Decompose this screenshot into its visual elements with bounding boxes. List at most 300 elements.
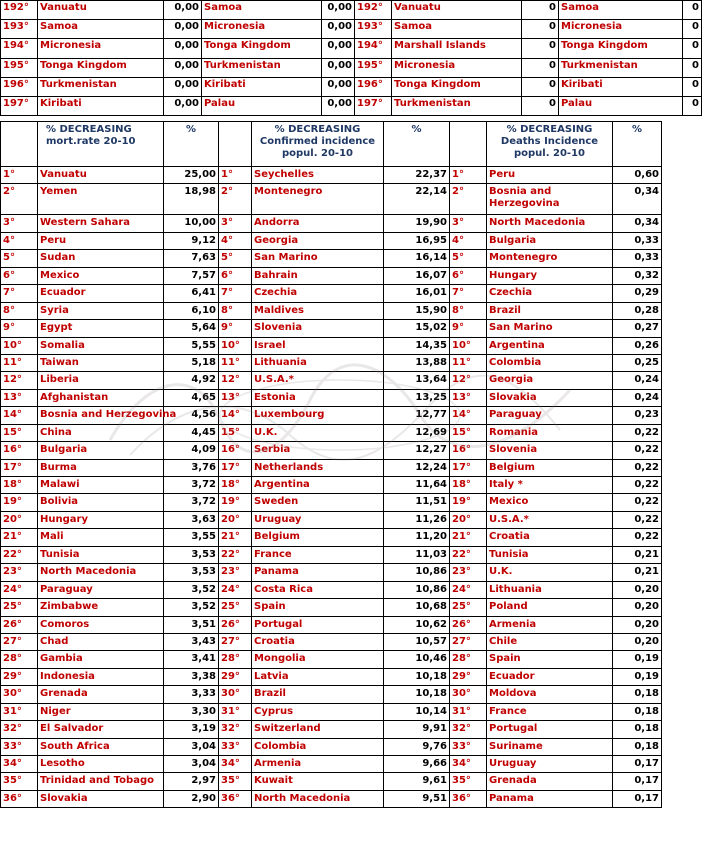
rank-cell: 35° [450,773,487,790]
country-cell: Sudan [38,250,164,267]
value-cell: 3,72 [164,494,219,511]
value-cell: 3,41 [164,651,219,668]
country-cell: Kiribati [202,77,322,96]
country-cell: Palau [202,96,322,115]
value-cell: 0 [683,96,702,115]
country-cell: Grenada [487,773,613,790]
rank-cell: 26° [450,616,487,633]
value-cell: 0,24 [613,389,662,406]
main-table-body [1,122,662,808]
table-row [1,773,662,790]
value-cell: 11,20 [384,529,450,546]
value-cell: 9,91 [384,721,450,738]
rank-cell: 15° [1,424,38,441]
top-table-body [1,1,702,116]
rank-cell: 194° [355,39,392,58]
table-row [1,790,662,807]
rank-cell: 36° [1,790,38,807]
country-cell: Grenada [38,686,164,703]
value-cell: 10,18 [384,668,450,685]
value-cell: 0,22 [613,459,662,476]
country-cell: Bulgaria [38,442,164,459]
country-cell: Samoa [559,1,683,20]
country-cell: Kiribati [38,96,164,115]
country-cell: Somalia [38,337,164,354]
country-cell: Panama [252,564,384,581]
country-cell: Lesotho [38,756,164,773]
rank-cell: 15° [450,424,487,441]
country-cell: Slovenia [252,320,384,337]
value-cell: 0,24 [613,372,662,389]
country-cell: Armenia [487,616,613,633]
country-cell: Tunisia [38,546,164,563]
table-row [1,232,662,249]
country-cell: Yemen [38,184,164,215]
country-cell: Liberia [38,372,164,389]
rank-cell: 17° [450,459,487,476]
value-cell: 0,18 [613,738,662,755]
rank-cell: 25° [450,599,487,616]
rank-cell: 19° [219,494,252,511]
rank-cell: 20° [219,511,252,528]
value-cell: 0 [522,77,559,96]
country-cell: Moldova [487,686,613,703]
value-cell: 16,07 [384,267,450,284]
table-row [1,250,662,267]
value-cell: 0,22 [613,477,662,494]
value-cell: 0 [683,1,702,20]
rank-cell: 29° [219,668,252,685]
value-cell: 3,43 [164,633,219,650]
rank-cell: 36° [450,790,487,807]
country-cell: Czechia [252,285,384,302]
table-row [1,494,662,511]
country-cell: Indonesia [38,668,164,685]
table-row [1,529,662,546]
table-row [1,703,662,720]
rank-cell: 29° [1,668,38,685]
rank-cell: 26° [1,616,38,633]
country-cell: Chad [38,633,164,650]
rank-cell: 20° [1,511,38,528]
table-row [1,459,662,476]
value-cell: 0,32 [613,267,662,284]
country-cell: Trinidad and Tobago [38,773,164,790]
value-cell: 5,18 [164,354,219,371]
value-cell: 12,77 [384,407,450,424]
country-cell: Syria [38,302,164,319]
rank-cell: 5° [450,250,487,267]
rank-cell: 31° [1,703,38,720]
country-cell: Gambia [38,651,164,668]
country-cell: Colombia [252,738,384,755]
table-row [1,721,662,738]
value-cell: 7,57 [164,267,219,284]
rank-cell: 12° [450,372,487,389]
value-cell: 0,22 [613,442,662,459]
table-row [1,616,662,633]
value-cell: 4,92 [164,372,219,389]
table-row [1,20,702,39]
rank-cell: 32° [219,721,252,738]
header-blank [450,122,487,167]
value-cell: 0,19 [613,651,662,668]
rank-cell: 20° [450,511,487,528]
country-cell: U.S.A.* [252,372,384,389]
table-row [1,477,662,494]
rank-cell: 9° [219,320,252,337]
rank-cell: 25° [219,599,252,616]
value-cell: 0,00 [322,1,355,20]
value-cell: 14,35 [384,337,450,354]
rank-cell: 24° [450,581,487,598]
country-cell: Egypt [38,320,164,337]
value-cell: 11,26 [384,511,450,528]
rank-cell: 5° [219,250,252,267]
value-cell: 22,14 [384,184,450,215]
country-cell: Hungary [487,267,613,284]
header-row [1,122,662,167]
table-row [1,407,662,424]
country-cell: Samoa [392,20,522,39]
country-cell: U.K. [487,564,613,581]
table-row [1,39,702,58]
value-cell: 0,22 [613,529,662,546]
value-cell: 0,00 [164,77,202,96]
country-cell: Suriname [487,738,613,755]
rank-cell: 4° [1,232,38,249]
value-cell: 3,53 [164,564,219,581]
value-cell: 0,20 [613,581,662,598]
rank-cell: 13° [1,389,38,406]
country-cell: U.S.A.* [487,511,613,528]
value-cell: 0,00 [164,1,202,20]
rank-cell: 14° [219,407,252,424]
table-row [1,302,662,319]
country-cell: Niger [38,703,164,720]
rank-cell: 21° [1,529,38,546]
value-cell: 4,45 [164,424,219,441]
rank-cell: 8° [450,302,487,319]
rank-cell: 2° [219,184,252,215]
rank-cell: 27° [1,633,38,650]
rank-cell: 25° [1,599,38,616]
value-cell: 11,64 [384,477,450,494]
rank-cell: 1° [450,167,487,184]
value-cell: 10,68 [384,599,450,616]
value-cell: 11,51 [384,494,450,511]
rank-cell: 23° [450,564,487,581]
rank-cell: 192° [1,1,38,20]
value-cell: 0,21 [613,564,662,581]
value-cell: 4,56 [164,407,219,424]
country-cell: Kiribati [559,77,683,96]
value-cell: 0,33 [613,232,662,249]
country-cell: Ecuador [38,285,164,302]
value-cell: 3,72 [164,477,219,494]
rank-cell: 27° [219,633,252,650]
country-cell: Paraguay [487,407,613,424]
value-cell: 4,65 [164,389,219,406]
country-cell: Tunisia [487,546,613,563]
rank-cell: 1° [1,167,38,184]
rank-cell: 16° [1,442,38,459]
header-mortality-rate: % DECREASING mort.rate 20-10 [38,122,164,167]
value-cell: 0,22 [613,511,662,528]
rank-cell: 192° [355,1,392,20]
country-cell: Georgia [487,372,613,389]
value-cell: 5,64 [164,320,219,337]
value-cell: 0,20 [613,599,662,616]
value-cell: 10,62 [384,616,450,633]
country-cell: Armenia [252,756,384,773]
value-cell: 0,29 [613,285,662,302]
country-cell: San Marino [252,250,384,267]
country-cell: Afghanistan [38,389,164,406]
country-cell: Samoa [38,20,164,39]
header-blank [1,122,38,167]
country-cell: Bahrain [252,267,384,284]
table-row [1,215,662,232]
rank-cell: 34° [219,756,252,773]
rank-cell: 1° [219,167,252,184]
table-row [1,633,662,650]
header-percent-1: % [164,122,219,167]
rank-cell: 33° [219,738,252,755]
value-cell: 3,38 [164,668,219,685]
country-cell: Micronesia [202,20,322,39]
value-cell: 0,18 [613,703,662,720]
value-cell: 3,33 [164,686,219,703]
value-cell: 12,24 [384,459,450,476]
value-cell: 3,63 [164,511,219,528]
value-cell: 0,17 [613,773,662,790]
table-row [1,424,662,441]
rank-cell: 18° [450,477,487,494]
country-cell: Bosnia and Herzegovina [38,407,164,424]
value-cell: 0,00 [322,77,355,96]
value-cell: 0 [683,39,702,58]
country-cell: Bolivia [38,494,164,511]
country-cell: Bosnia and Herzegovina [487,184,613,215]
country-cell: Turkmenistan [38,77,164,96]
country-cell: Mexico [38,267,164,284]
country-cell: Tonga Kingdom [202,39,322,58]
value-cell: 7,63 [164,250,219,267]
value-cell: 11,03 [384,546,450,563]
country-cell: Seychelles [252,167,384,184]
country-cell: South Africa [38,738,164,755]
rank-cell: 8° [219,302,252,319]
rank-cell: 18° [219,477,252,494]
value-cell: 13,88 [384,354,450,371]
rank-cell: 12° [219,372,252,389]
country-cell: Maldives [252,302,384,319]
rank-cell: 24° [1,581,38,598]
country-cell: Tonga Kingdom [392,77,522,96]
value-cell: 3,53 [164,546,219,563]
country-cell: San Marino [487,320,613,337]
country-cell: Tonga Kingdom [559,39,683,58]
country-cell: Poland [487,599,613,616]
header-percent-3: % [613,122,662,167]
country-cell: Belgium [487,459,613,476]
country-cell: Micronesia [38,39,164,58]
country-cell: Marshall Islands [392,39,522,58]
country-cell: Switzerland [252,721,384,738]
value-cell: 0,00 [322,20,355,39]
country-cell: Mongolia [252,651,384,668]
rank-cell: 35° [1,773,38,790]
rank-cell: 26° [219,616,252,633]
value-cell: 3,51 [164,616,219,633]
value-cell: 19,90 [384,215,450,232]
rank-cell: 6° [219,267,252,284]
country-cell: Palau [559,96,683,115]
value-cell: 25,00 [164,167,219,184]
header-blank [219,122,252,167]
value-cell: 0,20 [613,616,662,633]
rank-cell: 9° [1,320,38,337]
value-cell: 0 [522,58,559,77]
value-cell: 3,52 [164,599,219,616]
value-cell: 0,00 [164,20,202,39]
table-row [1,1,702,20]
country-cell: Burma [38,459,164,476]
table-row [1,651,662,668]
rank-cell: 30° [450,686,487,703]
rank-cell: 196° [355,77,392,96]
value-cell: 10,18 [384,686,450,703]
value-cell: 0,21 [613,546,662,563]
table-row [1,738,662,755]
country-cell: Ecuador [487,668,613,685]
country-cell: North Macedonia [487,215,613,232]
country-cell: Slovakia [487,389,613,406]
rank-cell: 18° [1,477,38,494]
value-cell: 0 [522,1,559,20]
country-cell: France [252,546,384,563]
country-cell: Italy * [487,477,613,494]
country-cell: France [487,703,613,720]
rank-cell: 10° [450,337,487,354]
value-cell: 0,27 [613,320,662,337]
rank-cell: 19° [450,494,487,511]
country-cell: Croatia [252,633,384,650]
value-cell: 12,27 [384,442,450,459]
value-cell: 0,34 [613,184,662,215]
rank-cell: 2° [450,184,487,215]
value-cell: 10,00 [164,215,219,232]
rank-cell: 19° [1,494,38,511]
country-cell: Bulgaria [487,232,613,249]
value-cell: 3,30 [164,703,219,720]
rank-cell: 10° [219,337,252,354]
value-cell: 0,34 [613,215,662,232]
value-cell: 0,22 [613,494,662,511]
country-cell: Uruguay [252,511,384,528]
table-row [1,184,662,215]
rank-cell: 194° [1,39,38,58]
table-row [1,58,702,77]
header-deaths-incidence: % DECREASING Deaths Incidence popul. 20-10 [487,122,613,167]
value-cell: 6,10 [164,302,219,319]
value-cell: 0 [683,58,702,77]
country-cell: Portugal [487,721,613,738]
country-cell: Latvia [252,668,384,685]
value-cell: 0,19 [613,668,662,685]
table-row [1,96,702,115]
country-cell: Peru [487,167,613,184]
rank-cell: 11° [1,354,38,371]
country-cell: Turkmenistan [559,58,683,77]
rank-cell: 193° [1,20,38,39]
value-cell: 0,33 [613,250,662,267]
value-cell: 15,02 [384,320,450,337]
rank-cell: 31° [450,703,487,720]
country-cell: Comoros [38,616,164,633]
country-cell: Romania [487,424,613,441]
header-confirmed-incidence: % DECREASING Confirmed incidence popul. 20-10 [252,122,384,167]
country-cell: Montenegro [487,250,613,267]
country-cell: Estonia [252,389,384,406]
country-cell: Slovenia [487,442,613,459]
rank-cell: 34° [450,756,487,773]
table-row [1,337,662,354]
value-cell: 0,22 [613,424,662,441]
rank-cell: 17° [1,459,38,476]
table-row [1,581,662,598]
country-cell: Lithuania [252,354,384,371]
country-cell: Belgium [252,529,384,546]
value-cell: 16,14 [384,250,450,267]
table-row [1,285,662,302]
value-cell: 0,60 [613,167,662,184]
value-cell: 0 [522,39,559,58]
rank-cell: 22° [1,546,38,563]
value-cell: 0,00 [164,96,202,115]
value-cell: 16,01 [384,285,450,302]
rank-cell: 17° [219,459,252,476]
country-cell: Andorra [252,215,384,232]
rank-cell: 35° [219,773,252,790]
rank-cell: 23° [1,564,38,581]
rank-cell: 13° [219,389,252,406]
table-row [1,442,662,459]
table-row [1,167,662,184]
rank-cell: 11° [219,354,252,371]
country-cell: Serbia [252,442,384,459]
country-cell: Argentina [487,337,613,354]
country-cell: Netherlands [252,459,384,476]
value-cell: 12,69 [384,424,450,441]
value-cell: 0 [683,20,702,39]
rank-cell: 193° [355,20,392,39]
rank-cell: 9° [450,320,487,337]
value-cell: 0,00 [322,96,355,115]
decreasing-ranking-table [0,121,662,808]
country-cell: Colombia [487,354,613,371]
value-cell: 10,57 [384,633,450,650]
value-cell: 2,97 [164,773,219,790]
rank-cell: 5° [1,250,38,267]
value-cell: 9,61 [384,773,450,790]
rank-cell: 33° [450,738,487,755]
value-cell: 22,37 [384,167,450,184]
country-cell: North Macedonia [38,564,164,581]
table-row [1,599,662,616]
value-cell: 3,76 [164,459,219,476]
